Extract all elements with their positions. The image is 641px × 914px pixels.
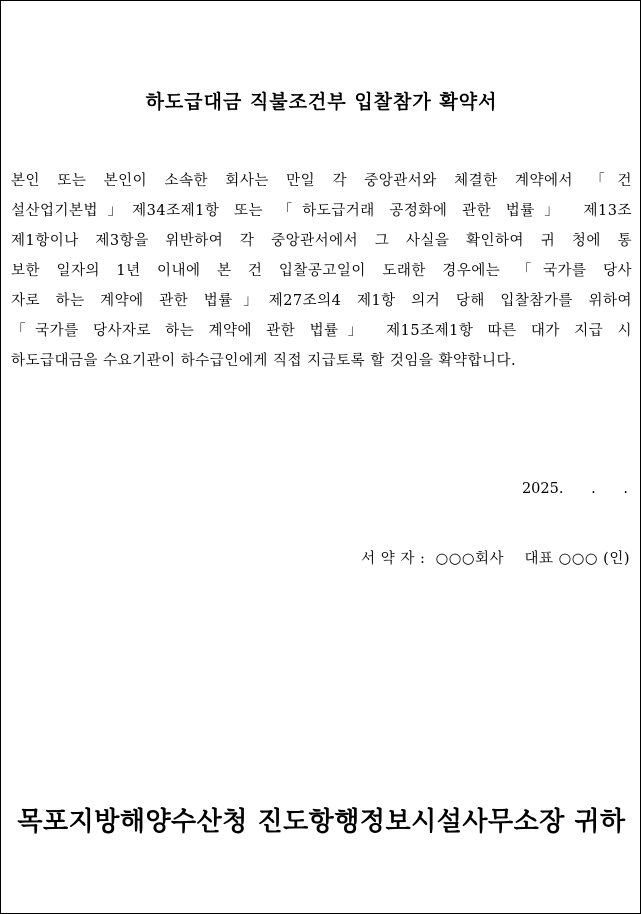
body-line: 본인 또는 본인이 소속한 회사는 만일 각 중앙관서와 체결한 계약에서 「건	[11, 173, 632, 189]
body-line: 제1항이나 제3항을 위반하여 각 중앙관서에서 그 사실을 확인하여 귀 청에 통	[11, 233, 632, 249]
pledge-body	[11, 166, 632, 376]
body-line: 설산업기본법」제34조제1항 또는 「하도급거래 공정화에 관한 법률」 제13조	[11, 203, 632, 219]
document-title: 하도급대금 직불조건부 입찰참가 확약서	[145, 91, 498, 113]
body-line: 「국가를 당사자로 하는 계약에 관한 법률」 제15조제1항 따른 대가 지급 시	[11, 323, 632, 339]
recipient-line: 목포지방해양수산청 진도항행정보시설사무소장 귀하	[17, 807, 626, 837]
body-line: 하도급대금을 수요기관이 하수급인에게 직접 지급토록 할 것임을 확약합니다.	[11, 353, 517, 369]
signer-line: 서 약 자 : ○○○회사 대표 ○○○ (인)	[361, 551, 630, 567]
body-line: 자로 하는 계약에 관한 법률」제27조의4 제1항 의거 당해 입찰참가를 위하여	[11, 293, 632, 309]
date-line: 2025. . .	[521, 481, 628, 497]
body-line: 보한 일자의 1년 이내에 본 건 입찰공고일이 도래한 경우에는 「국가를 당사	[11, 263, 632, 279]
